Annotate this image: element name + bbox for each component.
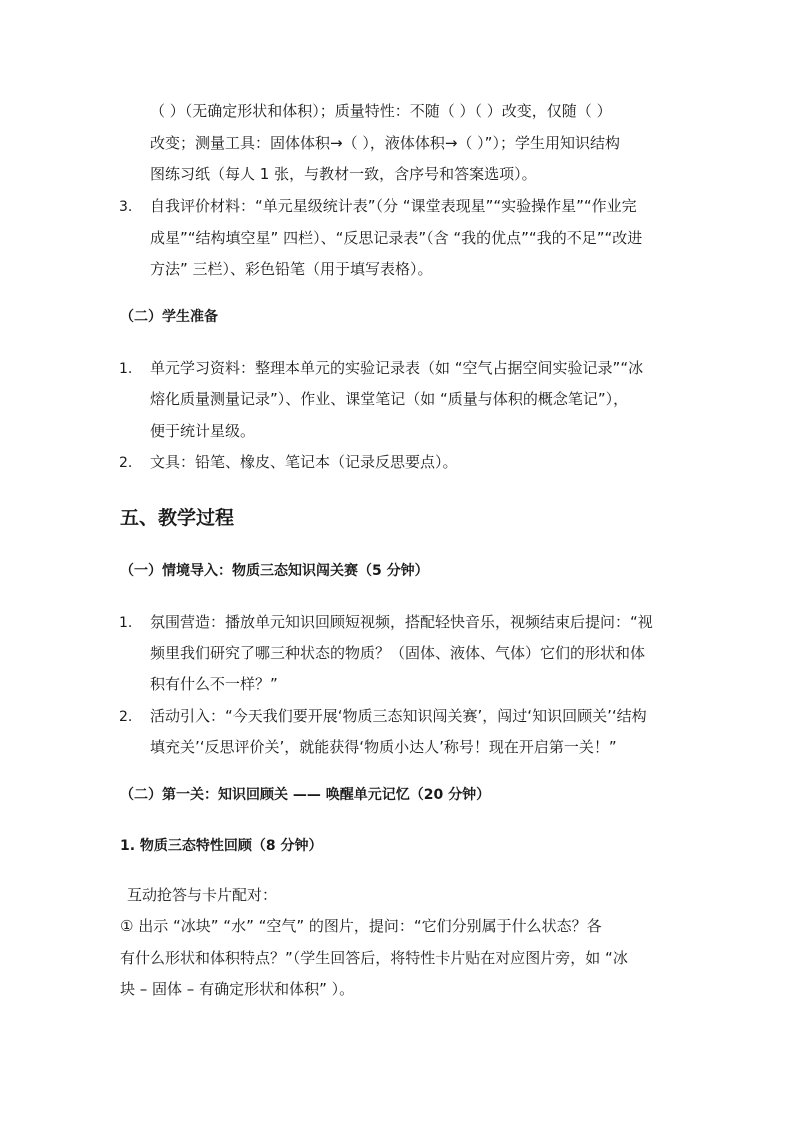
chapter-heading: 五、教学过程 bbox=[120, 507, 235, 529]
text-line: ① 出示 “冰块” “水” “空气” 的图片，提问：“它们分别属于什么状态？各 bbox=[120, 917, 602, 935]
text-line: 频里我们研究了哪三种状态的物质？（固体、液体、气体）它们的形状和体 bbox=[150, 644, 646, 662]
text-line: 自我评价材料：“单元星级统计表”（分 “课堂表现星”“实验操作星”“作业完 bbox=[150, 197, 637, 215]
text-line: 互动抢答与卡片配对： bbox=[127, 886, 278, 904]
text-line: 熔化质量测量记录”）、作业、课堂笔记（如 “质量与体积的概念笔记”）， bbox=[150, 390, 629, 408]
text-line: 方法” 三栏）、彩色铅笔（用于填写表格）。 bbox=[150, 260, 433, 278]
text-line: 文具：铅笔、橡皮、笔记本（记录反思要点）。 bbox=[150, 453, 458, 471]
list-number: 2. bbox=[119, 709, 133, 725]
section-heading: （一）情境导入：物质三态知识闯关赛（5 分钟） bbox=[120, 563, 429, 579]
list-number: 1. bbox=[119, 361, 133, 377]
text-line: （ ）（无确定形状和体积）；质量特性：不随（ ）（ ）改变，仅随（ ） bbox=[150, 102, 612, 120]
text-line: 活动引入：“今天我们要开展‘物质三态知识闯关赛’，闯过‘知识回顾关’‘结构 bbox=[150, 707, 647, 725]
text-line: 图练习纸（每人 1 张，与教材一致，含序号和答案选项）。 bbox=[150, 165, 537, 183]
text-line: 改变；测量工具：固体体积→（ ），液体体积→（ ）”）；学生用知识结构 bbox=[150, 134, 620, 152]
text-line: 块 – 固体 – 有确定形状和体积” ）。 bbox=[120, 980, 355, 998]
text-line: 氛围营造：播放单元知识回顾短视频，搭配轻快音乐，视频结束后提问：“视 bbox=[150, 613, 653, 631]
section-heading: （二）学生准备 bbox=[120, 309, 218, 325]
text-line: 填充关’‘反思评价关’，就能获得‘物质小达人’称号！现在开启第一关！” bbox=[150, 738, 617, 756]
subsection-heading: 1. 物质三态特性回顾（8 分钟） bbox=[120, 838, 323, 854]
list-number: 3. bbox=[119, 199, 133, 215]
list-number: 1. bbox=[119, 615, 133, 631]
list-number: 2. bbox=[119, 455, 133, 471]
text-line: 便于统计星级。 bbox=[150, 422, 256, 440]
section-heading: （二）第一关：知识回顾关 —— 唤醒单元记忆（20 分钟） bbox=[120, 787, 491, 803]
text-line: 成星”“结构填空星” 四栏）、“反思记录表”（含 “我的优点”“我的不足”“改进 bbox=[150, 229, 643, 247]
text-line: 有什么形状和体积特点？”（学生回答后，将特性卡片贴在对应图片旁，如 “冰 bbox=[120, 949, 628, 967]
text-line: 单元学习资料：整理本单元的实验记录表（如 “空气占据空间实验记录”“冰 bbox=[150, 359, 644, 377]
text-line: 积有什么不一样？” bbox=[150, 675, 278, 693]
